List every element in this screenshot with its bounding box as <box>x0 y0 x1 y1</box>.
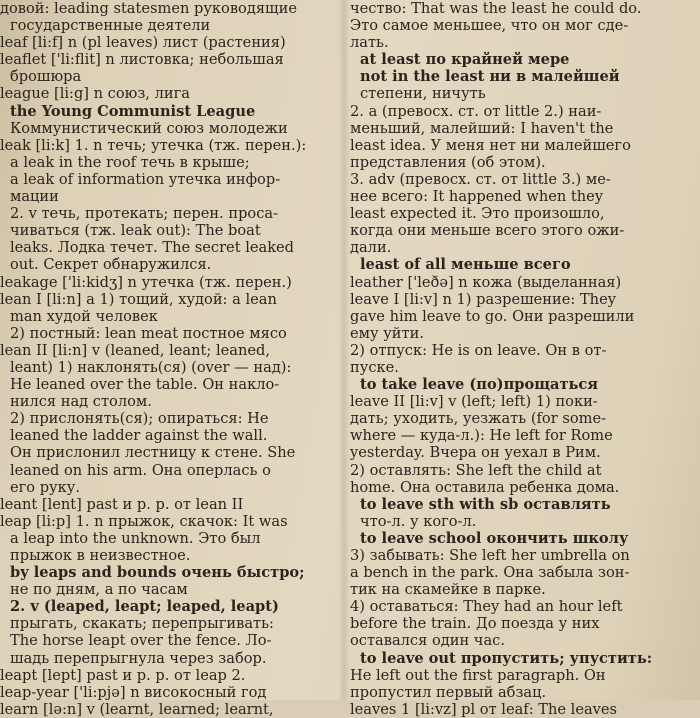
text-line: not in the least ни в малейшей <box>360 68 620 86</box>
text-line: out. Секрет обнаружился. <box>10 256 212 274</box>
text-line: 2) отпуск: He is on leave. Он в от- <box>350 341 607 359</box>
text-line: Коммунистический союз молодежи <box>10 119 288 137</box>
text-line: gave him leave to go. Они разрешили <box>350 307 635 325</box>
text-line: 2) оставлять: She left the child at <box>350 461 602 479</box>
text-line: lean II [li:n] v (leaned, leant; leaned, <box>0 341 270 359</box>
text-line: что-л. у кого-л. <box>360 512 477 530</box>
text-line: степени, ничуть <box>360 85 486 103</box>
text-line: 3) забывать: She left her umbrella on <box>350 547 630 564</box>
right-column <box>350 0 700 718</box>
text-line: 3. adv (превосх. ст. от little 3.) ме- <box>350 170 611 188</box>
text-line: before the train. До поезда у них <box>350 615 600 633</box>
text-line: представления (об этом). <box>350 153 546 171</box>
text-line: 2. a (превосх. ст. от little 2.) наи- <box>350 102 602 120</box>
text-line: leave II [li:v] v (left; left) 1) поки- <box>350 393 598 411</box>
text-line: He left out the first paragraph. Он <box>350 666 606 684</box>
left-column <box>0 0 338 718</box>
text-line: нился над столом. <box>10 393 152 411</box>
text-line: lean I [li:n] a 1) тощий, худой: a lean <box>0 290 277 308</box>
text-line: лать. <box>350 34 389 52</box>
text-line: 2) прислонять(ся); опираться: He <box>10 410 269 428</box>
text-line: меньший, малейший: I haven't the <box>350 119 614 137</box>
text-line: leant [lent] past и p. p. от lean II <box>0 495 244 513</box>
text-line: leave I [li:v] n 1) разрешение: They <box>350 290 616 308</box>
text-line: 2. v течь, протекать; перен. проса- <box>10 205 278 223</box>
text-line: 2. v (leaped, leapt; leaped, leapt) <box>10 598 279 616</box>
text-line: league [li:g] n союз, лига <box>0 85 190 103</box>
text-line: The horse leapt over the fence. Ло- <box>10 632 272 650</box>
text-line: leaflet ['li:flit] n листовка; небольшая <box>0 51 284 69</box>
text-line: leap-year ['li:pjə] n високосный год <box>0 683 267 701</box>
text-line: least expected it. Это произошло, <box>350 205 605 223</box>
text-line: to take leave (по)прощаться <box>360 376 599 394</box>
text-line: дали. <box>350 239 392 257</box>
column-gutter <box>338 0 350 700</box>
text-line: to leave out пропустить; упустить: <box>360 649 653 667</box>
text-line: брошюра <box>10 68 82 86</box>
text-line: его руку. <box>10 478 80 496</box>
text-line: прыжок в неизвестное. <box>10 547 191 564</box>
text-line: мации <box>10 188 59 206</box>
text-line: довой: leading statesmen руководящие <box>0 0 297 17</box>
text-line: когда они меньше всего этого ожи- <box>350 222 625 240</box>
text-line: leapt [lept] past и p. p. от leap 2. <box>0 666 246 684</box>
text-line: leaf [li:f] n (pl leaves) лист (растения) <box>0 34 286 52</box>
text-line: оставался один час. <box>350 632 505 650</box>
text-line: leaks. Лодка течет. The secret leaked <box>10 239 295 257</box>
text-line: to leave sth with sb оставлять <box>360 495 611 513</box>
text-line: at least по крайней мере <box>360 51 570 69</box>
text-line: пуске. <box>350 358 399 376</box>
text-line: leant) 1) наклонять(ся) (over — над): <box>10 358 292 376</box>
text-line: He leaned over the table. Он накло- <box>10 376 280 394</box>
text-line: by leaps and bounds очень быстро; <box>10 564 305 582</box>
text-line: a leap into the unknown. Это был <box>10 529 261 547</box>
text-line: where — куда-л.): He left for Rome <box>350 427 613 445</box>
text-line: чество: That was the least he could do. <box>350 0 642 17</box>
text-line: прыгать, скакать; перепрыгивать: <box>10 615 274 633</box>
text-line: тик на скамейке в парке. <box>350 581 546 599</box>
text-line: чиваться (тж. leak out): The boat <box>10 222 261 240</box>
text-line: ему уйти. <box>350 324 424 342</box>
text-line: yesterday. Вчера он уехал в Рим. <box>350 444 601 462</box>
text-line: leakage ['li:kidʒ] n утечка (тж. перен.) <box>0 273 292 291</box>
text-line: 2) постный: lean meat постное мясо <box>10 324 287 342</box>
text-line: leaned on his arm. Она оперлась о <box>10 461 271 479</box>
text-line: leap [li:p] 1. n прыжок, скачок: It was <box>0 512 288 530</box>
text-line: least of all меньше всего <box>360 256 571 274</box>
text-line: leaned the ladder against the wall. <box>10 427 268 445</box>
text-line: least idea. У меня нет ни малейшего <box>350 136 631 154</box>
text-line: 4) оставаться: They had an hour left <box>350 598 623 616</box>
text-line: нее всего: It happened when they <box>350 188 604 206</box>
text-line: государственные деятели <box>10 17 211 35</box>
text-line: не по дням, а по часам <box>10 581 188 599</box>
text-line: дать; уходить, уезжать (for some- <box>350 410 607 428</box>
text-line: a leak of information утечка инфор- <box>10 170 281 188</box>
text-line: шадь перепрыгнула через забор. <box>10 649 267 667</box>
text-line: Это самое меньшее, что он мог сде- <box>350 17 629 35</box>
text-line: Он прислонил лестницу к стене. She <box>10 444 296 462</box>
text-line: leak [li:k] 1. n течь; утечка (тж. перен.): <box>0 136 307 154</box>
text-line: a bench in the park. Она забыла зон- <box>350 564 630 582</box>
text-line: leather ['leðə] n кожа (выделанная) <box>350 273 622 291</box>
text-line: home. Она оставила ребенка дома. <box>350 478 620 496</box>
text-line: to leave school окончить школу <box>360 529 629 547</box>
text-line: the Young Communist League <box>10 102 256 120</box>
text-line: man худой человек <box>10 307 158 325</box>
text-line: learn [lə:n] v (learnt, learned; learnt, <box>0 700 274 718</box>
text-line: leaves 1 [li:vz] pl от leaf: The leaves <box>350 700 618 718</box>
text-line: a leak in the roof течь в крыше; <box>10 153 250 171</box>
text-line: пропустил первый абзац. <box>350 683 547 701</box>
